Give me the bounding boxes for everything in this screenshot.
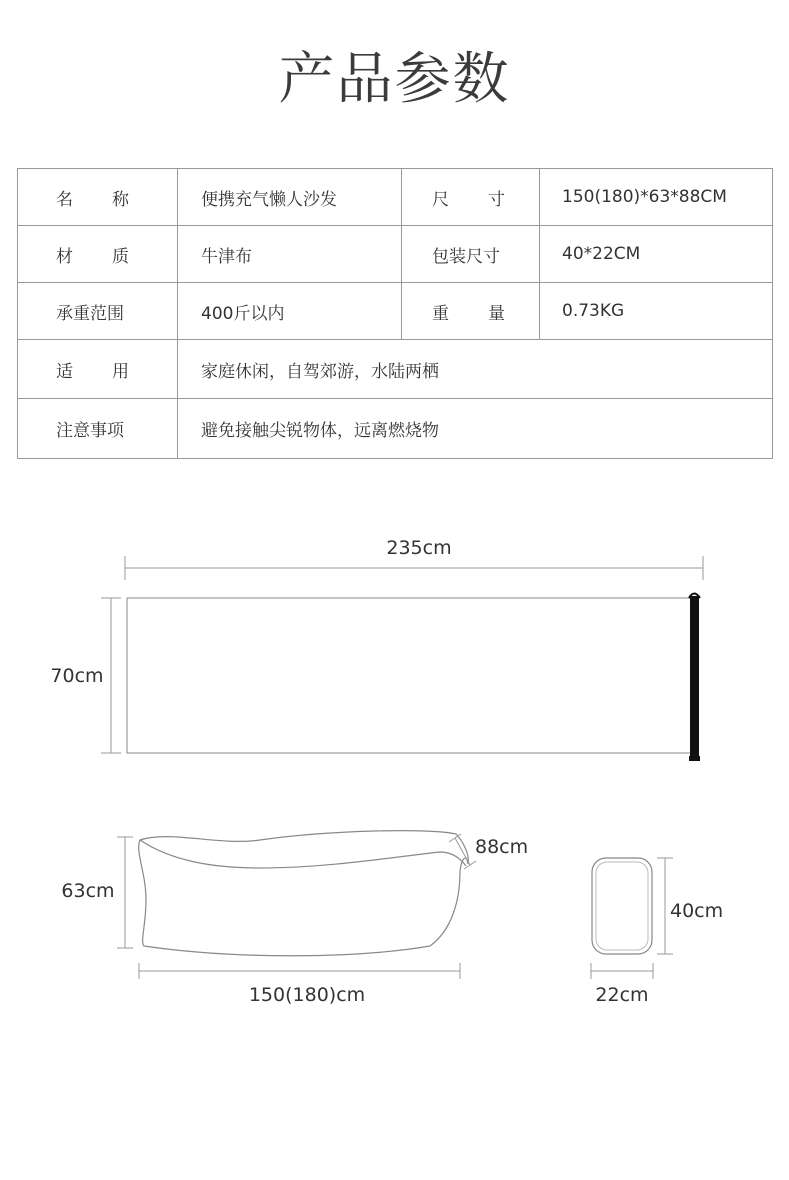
name-label: 名 称: [56, 189, 129, 210]
weight-value: 0.73KG: [540, 283, 773, 340]
inflated-length-label: 150(180)cm: [248, 984, 366, 1006]
material-value: 牛津布: [178, 226, 402, 283]
table-row: [18, 399, 773, 459]
size-label: 尺 寸: [432, 189, 505, 210]
table-row: [18, 340, 773, 399]
roll-closure-bar: [690, 596, 699, 756]
weight-label: 重 量: [432, 303, 505, 324]
name-label-cell: [18, 169, 178, 226]
material-label: 材 质: [56, 246, 129, 267]
use-label-cell: [18, 340, 178, 399]
spec-table: [17, 168, 773, 459]
load-value: 400斤以内: [178, 283, 402, 340]
weight-label-cell: [402, 283, 540, 340]
inflated-height-label: 63cm: [61, 880, 115, 902]
note-label: 注意事项: [18, 399, 178, 459]
storage-bag-outline: [592, 858, 652, 954]
flat-sofa-outline: [127, 598, 695, 753]
inflated-depth-label: 88cm: [475, 836, 529, 858]
dimension-diagram: [0, 480, 789, 1040]
closure-bar-base: [689, 756, 700, 761]
size-value: 150(180)*63*88CM: [540, 169, 773, 226]
flat-width-label: 70cm: [50, 665, 104, 687]
flat-length-label: 235cm: [386, 537, 452, 559]
bag-width-label: 22cm: [595, 984, 649, 1006]
inflated-sofa-outline: [139, 831, 469, 956]
table-row: [18, 226, 773, 283]
storage-bag-inner: [596, 862, 648, 950]
name-value: 便携充气懒人沙发: [178, 169, 402, 226]
table-row: [18, 169, 773, 226]
size-label-cell: [402, 169, 540, 226]
table-row: [18, 283, 773, 340]
material-label-cell: [18, 226, 178, 283]
pack-label: 包装尺寸: [402, 226, 540, 283]
use-label: 适 用: [56, 361, 129, 382]
page-title: 产品参数: [278, 47, 511, 112]
inflated-sofa-seam: [140, 840, 466, 868]
pack-value: 40*22CM: [540, 226, 773, 283]
bag-height-label: 40cm: [670, 900, 724, 922]
note-value: 避免接触尖锐物体，远离燃烧物: [178, 399, 773, 459]
use-value: 家庭休闲，自驾郊游，水陆两栖: [178, 340, 773, 399]
load-label: 承重范围: [18, 283, 178, 340]
